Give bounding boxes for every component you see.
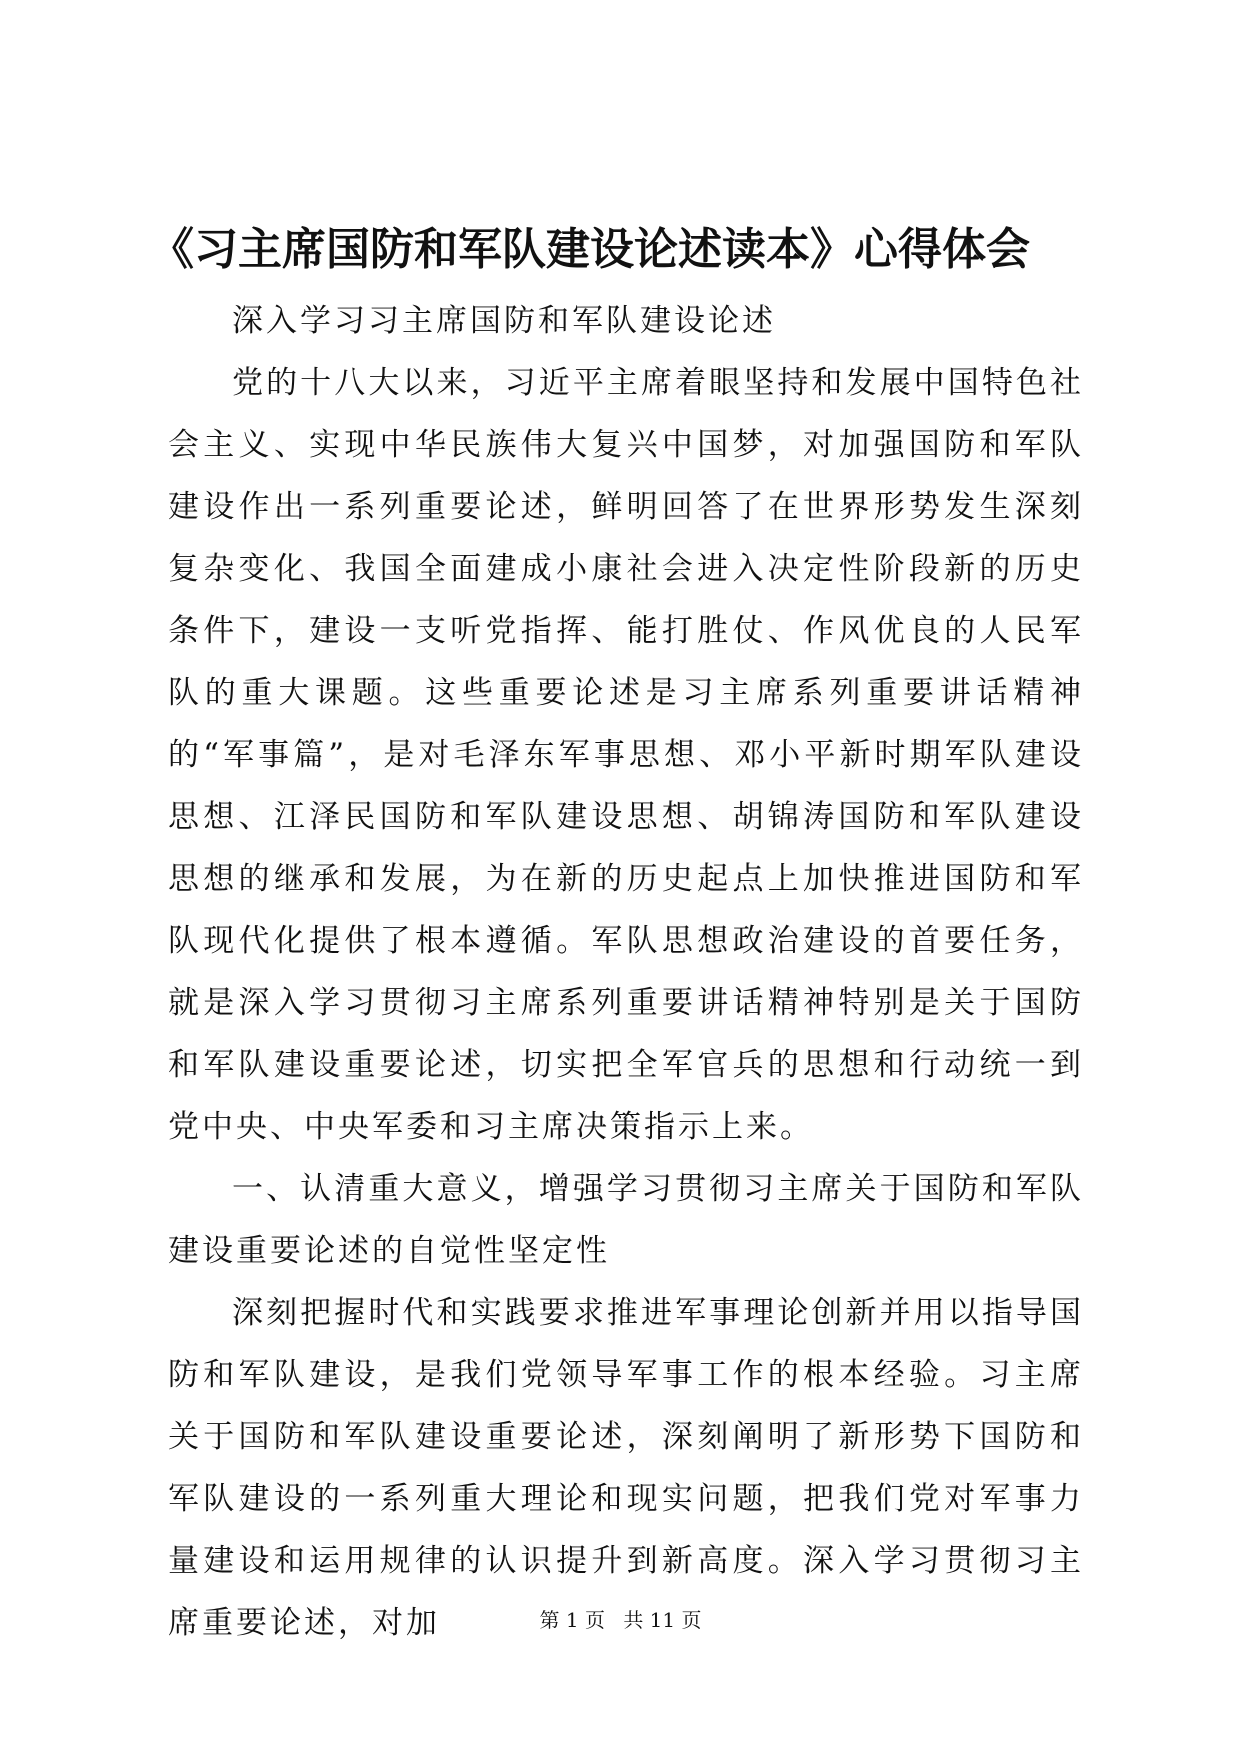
subtitle-paragraph: 深入学习习主席国防和军队建设论述 (232, 303, 776, 339)
body-paragraph: 深刻把握时代和实践要求推进军事理论创新并用以指导国防和军队建设，是我们党领导军事工作的根本经验。习主席关于国防和军队建设重要论述，深刻阐明了新形势下国防和军队建设的一系列重大理论和现实问题，把我们党对军事力量建设和运用规律的认识提升到新高度。深入学习贯彻习主席重要论述，对加 (168, 1295, 1084, 1641)
document-title: 《习主席国防和军队建设论述读本》心得体会 (150, 224, 1030, 275)
body-paragraph: 党的十八大以来，习近平主席着眼坚持和发展中国特色社会主义、实现中华民族伟大复兴中国梦，对加强国防和军队建设作出一系列重要论述，鲜明回答了在世界形势发生深刻复杂变化、我国全面建成小康社会进入决定性阶段新的历史条件下，建设一支听党指挥、能打胜仗、作风优良的人民军队的重大课题。这些重要论述是习主席系列重要讲话精神的“军事篇”，是对毛泽东军事思想、邓小平新时期军队建设思想、江泽民国防和军队建设思想、胡锦涛国防和军队建设思想的继承和发展，为在新的历史起点上加快推进国防和军队现代化提供了根本遵循。军队思想政治建设的首要任务，就是深入学习贯彻习主席系列重要讲话精神特别是关于国防和军队建设重要论述，切实把全军官兵的思想和行动统一到党中央、中央军委和习主席决策指示上来。 (168, 365, 1084, 1145)
page-number: 第 1 页 (539, 1608, 605, 1632)
page-total: 共 11 页 (623, 1608, 702, 1632)
document-body (168, 290, 1084, 1654)
section-heading-paragraph: 一、认清重大意义，增强学习贯彻习主席关于国防和军队建设重要论述的自觉性坚定性 (168, 1171, 1084, 1269)
page-footer (0, 1606, 1241, 1634)
